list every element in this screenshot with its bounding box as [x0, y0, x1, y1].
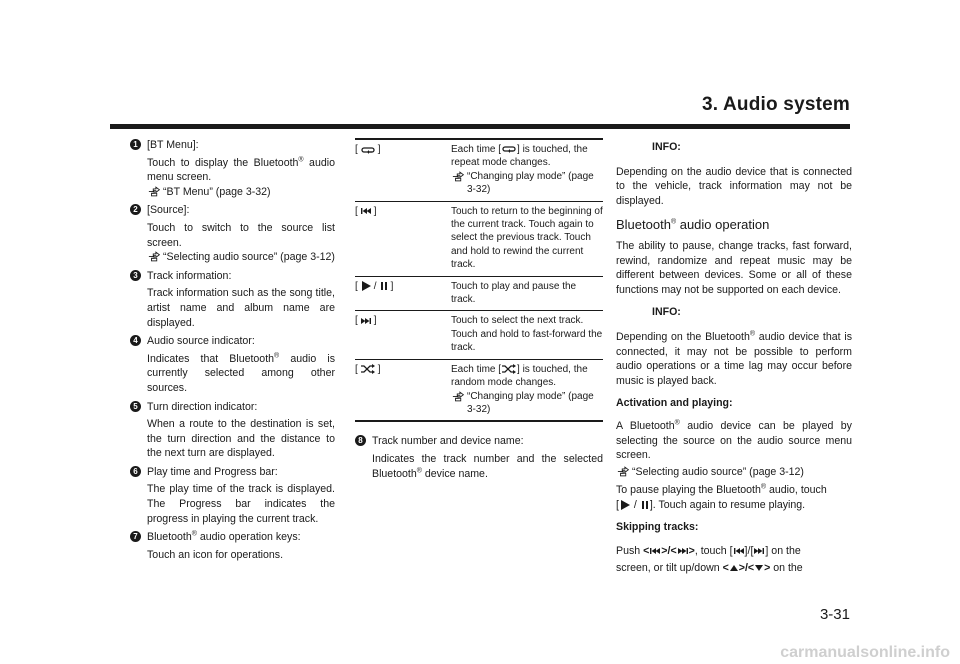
callout-number: 5 [130, 401, 141, 412]
table-row [355, 139, 603, 201]
key-cell: [ ] [355, 311, 451, 359]
callout-4 [130, 334, 335, 395]
table-row [355, 276, 603, 311]
callout-title: Track number and device name: [372, 435, 524, 448]
registered-mark: ® [674, 419, 680, 427]
registered-mark: ® [298, 156, 304, 164]
watermark: carmanualsonline.info [780, 644, 950, 661]
info-label: INFO: [652, 306, 681, 319]
shuffle-icon [360, 364, 376, 374]
next-track-icon [753, 546, 765, 556]
callout-number: 2 [130, 204, 141, 215]
reference-icon [148, 251, 162, 262]
repeat-icon [501, 144, 517, 154]
callout-description: Indicates that Bluetooth® audio is currently selected among other sources. [147, 352, 335, 394]
paragraph: The ability to pause, change tracks, fast forward, rewind, randomize and repeat music may be different between devices. Some or all of these functions may not be supported on each device. [616, 239, 852, 296]
header-rule [110, 124, 850, 129]
cross-reference[interactable]: “Selecting audio source” (page 3-12) [147, 250, 335, 265]
registered-mark: ® [191, 530, 197, 538]
previous-track-icon [360, 206, 372, 216]
subheading: Bluetooth® audio operation [616, 217, 770, 233]
callout-number: 7 [130, 531, 141, 542]
callout-description: Track information such as the song title, artist name and album name are displayed. [147, 287, 335, 329]
paragraph: Depending on the Bluetooth® audio device that is connected, it may not be possible to perform audio operations or a time lag may occur before music is played back. [616, 330, 852, 387]
left-column [130, 138, 335, 566]
callout-number: 4 [130, 335, 141, 346]
cross-reference[interactable]: “Changing play mode” (page 3-32) [451, 170, 603, 197]
reference-icon [617, 466, 631, 477]
section-title: 3. Audio system [701, 94, 850, 115]
callout-5 [130, 400, 335, 461]
cross-reference[interactable]: “Changing play mode” (page 3-32) [451, 390, 603, 417]
callout-title: [Source]: [147, 204, 190, 217]
description-cell: Touch to select the next track. Touch and hold to fast-forward the track. [451, 311, 603, 359]
reference-icon [148, 186, 162, 197]
callout-description: Touch an icon for operations. [147, 548, 284, 561]
cross-reference[interactable]: “Selecting audio source” (page 3-12) [616, 465, 852, 480]
callout-title: Play time and Progress bar: [147, 465, 278, 478]
callout-6 [130, 465, 335, 526]
callout-7 [130, 530, 335, 562]
paragraph: Push < >/< >, touch [ ]/[ ] on the screen, or tilt up/down < >/< > on the [616, 545, 803, 575]
key-cell: [ ] [355, 139, 451, 201]
description-cell: Touch to play and pause the track. [451, 276, 603, 311]
reference-icon [452, 391, 466, 402]
table-row [355, 311, 603, 359]
callout-title: [BT Menu]: [147, 139, 199, 151]
registered-mark: ® [749, 330, 756, 338]
table-row [355, 359, 603, 421]
play-icon [360, 280, 372, 292]
next-track-icon [360, 316, 372, 326]
operation-keys-table [355, 138, 603, 422]
callout-description: When a route to the destination is set, the turn direction and the distance to the next turn are displayed. [147, 418, 335, 460]
page-number: 3-31 [819, 606, 850, 623]
up-arrow-icon [729, 563, 739, 573]
info-text: Depending on the audio device that is connected to the vehicle, track information may not be displayed. [616, 165, 852, 207]
callout-number: 3 [130, 270, 141, 281]
activation-heading: Activation and playing: [616, 397, 733, 410]
repeat-icon [360, 145, 376, 155]
right-column [616, 138, 852, 585]
cross-reference[interactable]: “BT Menu” (page 3-32) [147, 185, 335, 200]
registered-mark: ® [416, 466, 422, 474]
callout-number: 8 [355, 435, 366, 446]
info-label: INFO: [652, 141, 681, 153]
paragraph: To pause playing the Bluetooth® audio, touch [ / ]. Touch again to resume playing. [616, 483, 827, 511]
key-cell: [ ] [355, 359, 451, 421]
play-icon [619, 499, 631, 511]
callout-description: Touch to display the Bluetooth® audio menu screen. [147, 156, 335, 184]
down-arrow-icon [754, 563, 764, 573]
pause-icon [379, 280, 389, 292]
shuffle-icon [501, 364, 517, 374]
key-cell: [ / ] [355, 276, 451, 311]
middle-column [355, 138, 603, 485]
previous-track-icon [733, 546, 745, 556]
description-cell: Each time [ ] is touched, the repeat mode changes. “Changing play mode” (page 3-32) [451, 139, 603, 201]
registered-mark: ® [274, 352, 280, 360]
callout-title: Audio source indicator: [147, 335, 255, 348]
description-cell: Touch to return to the beginning of the current track. Touch again to select the previous track. Touch and hold to rewind the current track. [451, 201, 603, 276]
registered-mark: ® [760, 483, 767, 491]
callout-title: Turn direction indicator: [147, 400, 258, 413]
registered-mark: ® [670, 219, 677, 227]
callout-description: Indicates the track number and the selected Bluetooth® device name. [372, 452, 603, 480]
callout-description: The play time of the track is displayed. The Progress bar indicates the progress in playing the current track. [147, 483, 335, 525]
reference-icon [452, 171, 466, 182]
key-cell: [ ] [355, 201, 451, 276]
callout-number: 6 [130, 466, 141, 477]
callout-title: Bluetooth® audio operation keys: [147, 530, 301, 544]
skipping-heading: Skipping tracks: [616, 521, 699, 534]
callout-8 [355, 434, 603, 481]
table-row [355, 201, 603, 276]
previous-track-icon [649, 546, 661, 556]
pause-icon [640, 499, 650, 511]
callout-description: Touch to switch to the source list screen. [147, 221, 335, 249]
callout-2 [130, 203, 335, 264]
callout-1 [130, 138, 335, 199]
description-cell: Each time [ ] is touched, the random mode changes. “Changing play mode” (page 3-32) [451, 359, 603, 421]
paragraph: A Bluetooth® audio device can be played by selecting the source on the audio source menu screen. [616, 419, 852, 462]
next-track-icon [677, 546, 689, 556]
callout-number: 1 [130, 139, 141, 150]
callout-title: Track information: [147, 269, 232, 282]
callout-3 [130, 269, 335, 330]
